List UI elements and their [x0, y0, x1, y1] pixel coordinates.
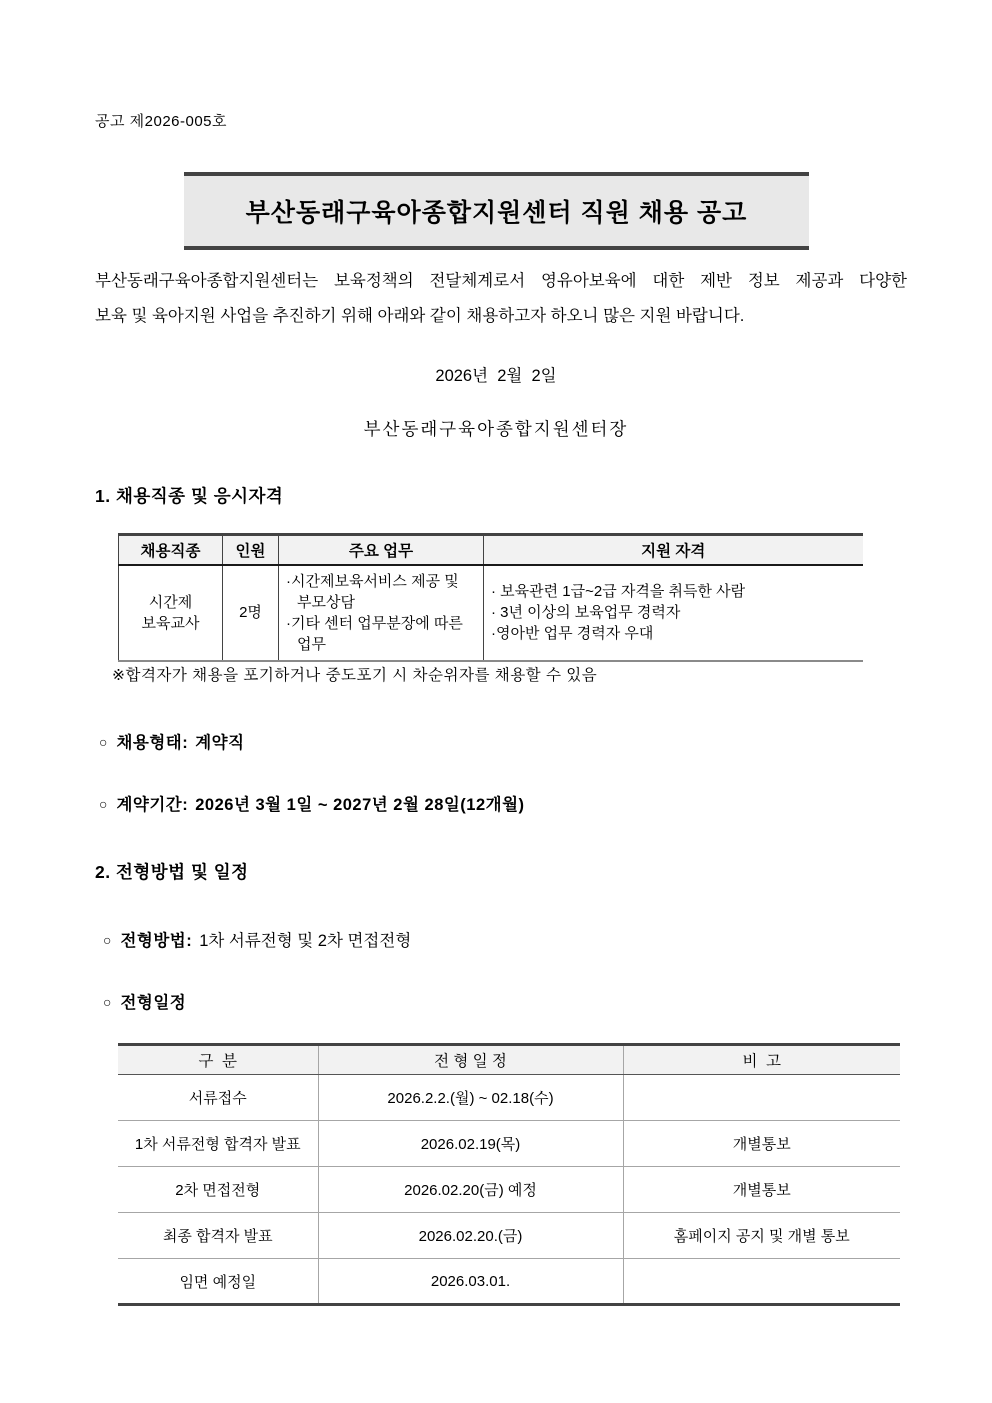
- table-row: [119, 565, 863, 661]
- cell-schedule: 2026.03.01.: [318, 1259, 623, 1305]
- qualification-item: ·영아반 업무 경력자 우대: [491, 625, 654, 642]
- cell-category: 서류접수: [118, 1075, 318, 1121]
- position-line: 보육교사: [141, 614, 200, 632]
- col-header-schedule: 전 형 일 정: [318, 1045, 623, 1075]
- cell-remarks: [623, 1259, 900, 1305]
- table-row: [118, 1213, 900, 1259]
- employment-type-label: 채용형태:: [116, 734, 189, 752]
- cell-schedule: 2026.02.20.(금): [318, 1213, 623, 1259]
- position-line: 시간제: [148, 593, 193, 611]
- duty-item: ·시간제보육서비스 제공 및 부모상담: [286, 572, 459, 611]
- contract-period-label: 계약기간:: [116, 796, 189, 814]
- cell-schedule: 2026.02.19(목): [318, 1121, 623, 1167]
- cell-count: 2명: [223, 565, 279, 661]
- note-text: ※합격자가 채용을 포기하거나 중도포기 시 차순위자를 채용할 수 있음: [112, 667, 598, 684]
- schedule-table-header-row: [118, 1045, 900, 1075]
- circle-bullet-icon: ○: [103, 932, 112, 948]
- circle-bullet-icon: ○: [103, 994, 112, 1010]
- issuer-name: 부산동래구육아종합지원센터장: [363, 419, 629, 439]
- schedule-label: 전형일정: [120, 994, 187, 1012]
- duty-item: ·기타 센터 업무분장에 따른 업무: [286, 614, 463, 653]
- page-title: 부산동래구육아종합지원센터 직원 채용 공고: [245, 199, 748, 227]
- recruitment-table: [118, 533, 863, 662]
- table-row: [118, 1259, 900, 1305]
- qualification-item: · 3년 이상의 보육업무 경력자: [491, 604, 681, 621]
- employment-type-value: 계약직: [195, 734, 245, 752]
- col-header-category: 구 분: [118, 1045, 318, 1075]
- cell-category: 1차 서류전형 합격자 발표: [118, 1121, 318, 1167]
- cell-category: 임면 예정일: [179, 1273, 257, 1291]
- cell-schedule: 2026.2.2.(월) ~ 02.18(수): [318, 1075, 623, 1121]
- table-row: [118, 1121, 900, 1167]
- intro-line: 부산동래구육아종합지원센터는 보육정책의 전달체계로서 영유아보육에 대한 제반 정보 제공과 다양한: [95, 272, 907, 290]
- qualification-item: · 보육관련 1급~2급 자격을 취득한 사람: [491, 583, 746, 600]
- selection-method-label: 전형방법:: [120, 932, 193, 950]
- employment-type-line: [99, 729, 245, 753]
- intro-paragraph: [95, 264, 907, 334]
- notice-number: 공고 제2026-005호: [95, 113, 228, 130]
- cell-duties: [279, 565, 484, 661]
- table-row: [118, 1075, 900, 1121]
- col-header-duties: 주요 업무: [279, 535, 484, 565]
- col-header-count: 인원: [223, 535, 279, 565]
- cell-position: [119, 565, 223, 661]
- section-1-heading: 1. 채용직종 및 응시자격: [95, 486, 284, 506]
- cell-remarks: 개별통보: [623, 1121, 900, 1167]
- schedule-line: [103, 989, 186, 1013]
- notice-date: 2026년 2월 2일: [435, 367, 557, 385]
- contract-period-value: 2026년 3월 1일 ~ 2027년 2월 28일(12개월): [195, 796, 525, 814]
- col-header-position: 채용직종: [119, 535, 223, 565]
- col-header-qualifications: 지원 자격: [484, 535, 863, 565]
- cell-schedule: 2026.02.20(금) 예정: [318, 1167, 623, 1213]
- schedule-table: [118, 1043, 900, 1306]
- cell-remarks: [623, 1075, 900, 1121]
- selection-method-line: [103, 927, 411, 951]
- cell-remarks: 개별통보: [623, 1167, 900, 1213]
- col-header-remarks: 비 고: [623, 1045, 900, 1075]
- selection-method-value: 1차 서류전형 및 2차 면접전형: [199, 932, 412, 950]
- circle-bullet-icon: ○: [99, 734, 108, 750]
- table-row: [118, 1167, 900, 1213]
- circle-bullet-icon: ○: [99, 796, 108, 812]
- section-2-heading: 2. 전형방법 및 일정: [95, 862, 249, 882]
- cell-remarks: 홈페이지 공지 및 개별 통보: [623, 1213, 900, 1259]
- contract-period-line: [99, 791, 525, 815]
- title-banner: [184, 172, 809, 250]
- intro-line: 보육 및 육아지원 사업을 추진하기 위해 아래와 같이 채용하고자 하오니 많은 지원 바랍니다.: [95, 307, 745, 325]
- cell-category: 2차 면접전형: [118, 1167, 318, 1213]
- cell-qualifications: [484, 565, 863, 661]
- recruitment-table-header-row: [119, 535, 863, 565]
- cell-category: 최종 합격자 발표: [118, 1213, 318, 1259]
